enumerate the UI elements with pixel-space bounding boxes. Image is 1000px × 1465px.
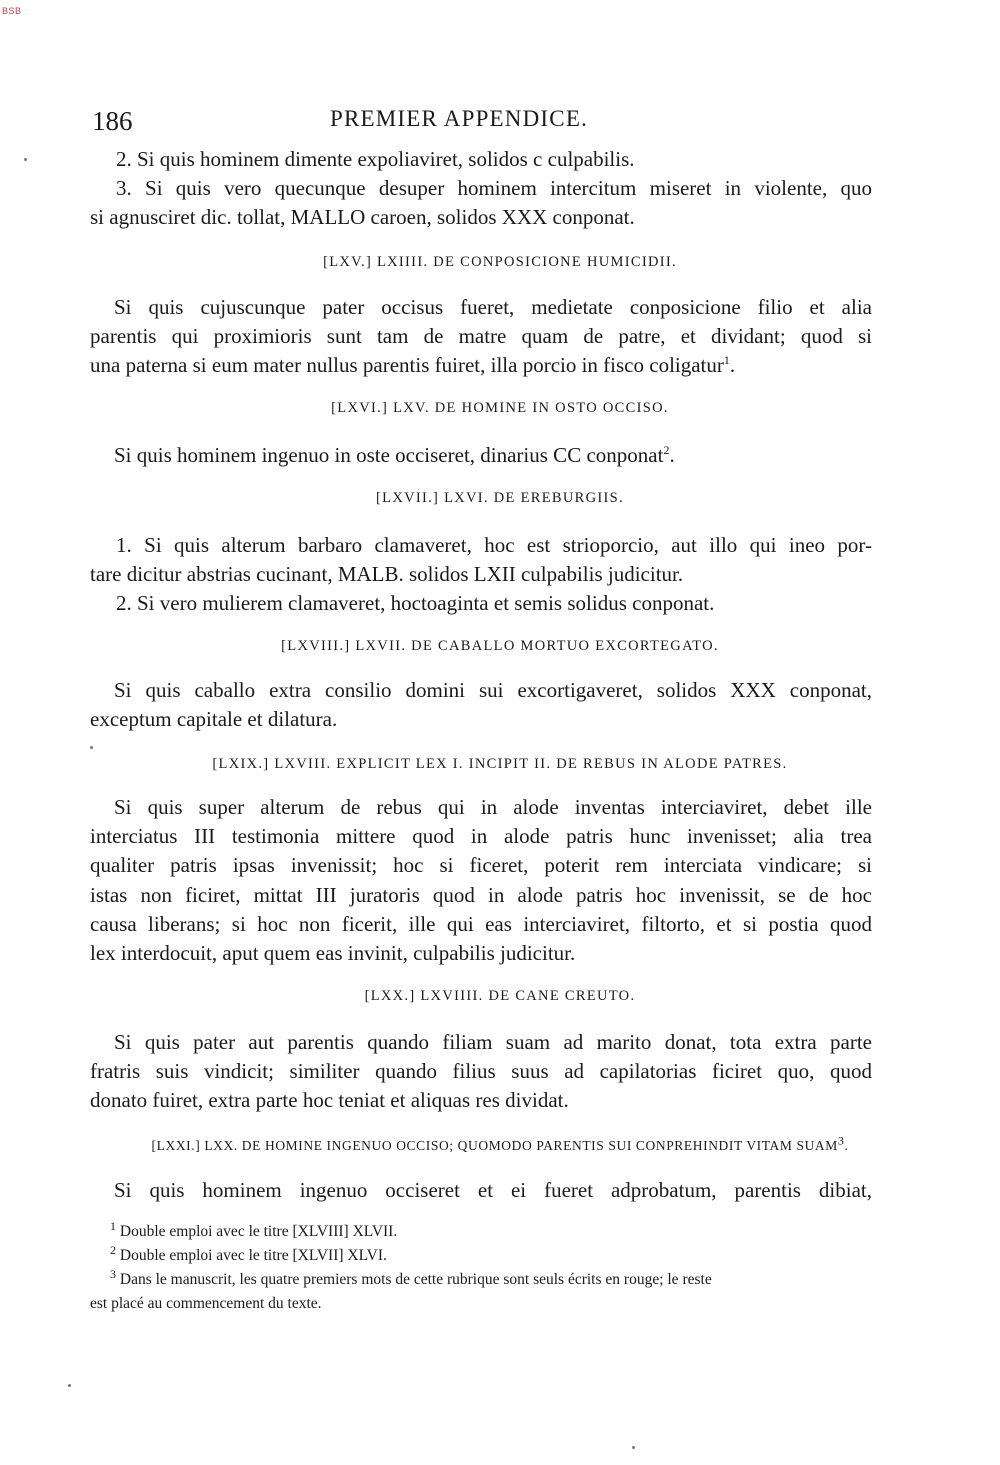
chapter-heading-71: [LXXI.] LXX. DE HOMINE INGENUO OCCISO; QUOMODO PARENTIS SUI CONPREHINDIT VITAM SUAM$^3$. [151, 1133, 849, 1153]
text-line: fratris suis vindicit; similiter quando filius suus ad capilatorias ficiret quo, quod [90, 1059, 872, 1084]
chapter-heading-66: [LXVI.] LXV. DE HOMINE IN OSTO OCCISO. [331, 400, 669, 416]
text-line: istas non ficiret, mittat III juratoris quod in alode patris hoc invenissit, se de hoc [90, 882, 872, 907]
text-line: si agnusciret dic. tollat, MALLO caroen, solidos XXX conponat. [90, 205, 635, 230]
chapter-heading-70: [LXX.] LXVIIII. DE CANE CREUTO. [364, 988, 636, 1004]
footnote-mark: 2 [110, 1242, 116, 1257]
page-number: 186 [92, 106, 133, 136]
chapter-paragraph-70 [90, 1028, 872, 1116]
chapter-paragraph-65 [90, 293, 872, 381]
footnotes [90, 1220, 880, 1316]
text-line: Si quis pater aut parentis quando filiam suam ad marito donat, tota extra parte [114, 1030, 872, 1054]
text-line: parentis qui proximioris sunt tam de matre quam de patre, et dividant; quod si [90, 324, 872, 349]
footnote-mark: 1 [110, 1218, 116, 1233]
chapter-continuation [90, 145, 872, 233]
chapter-heading-68: [LXVIII.] LXVII. DE CABALLO MORTUO EXCORTEGATO. [281, 638, 719, 654]
footnote-text: Double emploi avec le titre [XLVII] XLVI. [119, 1247, 387, 1264]
text-line: lex interdocuit, aput quem eas invinit, culpabilis judicitur. [90, 941, 576, 966]
chapter-paragraph-71 [90, 1176, 872, 1205]
chapter-heading-67: [LXVII.] LXVI. DE EREBURGIIS. [376, 490, 624, 506]
text-line: Si quis hominem ingenuo in oste occiseret, dinarius CC conponat$^2$. [114, 443, 675, 467]
text-line: 3. Si quis vero quecunque desuper hominem intercitum miseret in violente, quo [116, 176, 872, 201]
text-line-content: una paterna si eum mater nullus parentis fuiret, illa porcio in fisco coligatur [90, 353, 724, 378]
footnote-text: Double emploi avec le titre [XLVIII] XLVII. [119, 1223, 398, 1240]
scan-speck [68, 1384, 71, 1387]
text-line: tare dicitur abstrias cucinant, MALB. solidos LXII culpabilis judicitur. [90, 562, 684, 587]
text-line-content: Si quis hominem ingenuo in oste occiseret, dinarius CC conponat [114, 443, 664, 467]
footnote-ref: 2 [663, 443, 670, 457]
text-line: Si quis hominem ingenuo occiseret et ei fueret adprobatum, parentis dibiat, [114, 1178, 872, 1202]
text-line: 1. Si quis alterum barbaro clamaveret, hoc est strioporcio, aut illo qui ineo por- [116, 533, 872, 557]
text-line: donato fuiret, extra parte hoc teniat et aliquas res dividat. [90, 1088, 569, 1113]
library-watermark: BSB [2, 6, 22, 16]
text-line: Si quis cujuscunque pater occisus fueret, medietate conposicione filio et alia [114, 295, 872, 319]
scan-speck [632, 1446, 635, 1449]
text-line: causa liberans; si hoc non ficerit, ille qui eas interciaviret, filtorto, et si postia quod [90, 911, 872, 936]
scan-speck [90, 746, 93, 749]
footnote-3-continued: est placé au commencement du texte. [90, 1295, 322, 1312]
text-line: 2. Si quis hominem dimente expoliaviret, solidos c culpabilis. [116, 147, 635, 171]
footnote-3 [90, 1268, 880, 1292]
text-line: interciatus III testimonia mittere quod in alode patris hunc invenisset; alia trea [90, 824, 872, 849]
chapter-heading-65: [LXV.] LXIIII. DE CONPOSICIONE HUMICIDII. [323, 254, 677, 270]
scan-speck [24, 158, 27, 161]
text-line: una paterna si eum mater nullus parentis fuiret, illa porcio in fisco coligatur$^1$. [90, 353, 736, 378]
footnote-ref: 1 [723, 353, 730, 368]
text-line: Si quis super alterum de rebus qui in alode inventas interciaviret, debet ille [114, 795, 872, 819]
chapter-paragraph-67 [90, 531, 872, 619]
footnote-2 [90, 1244, 880, 1268]
chapter-paragraph-68 [90, 676, 872, 734]
footnote-ref: 3 [837, 1133, 845, 1148]
text-line: qualiter patris ipsas invenissit; hoc si ficeret, poterit rem interciata vindicare; si [90, 853, 872, 878]
running-title: PREMIER APPENDICE. [330, 106, 589, 131]
text-line: 2. Si vero mulierem clamaveret, hoctoaginta et semis solidus conponat. [116, 591, 715, 616]
footnote-mark: 3 [110, 1266, 116, 1281]
text-line: Si quis caballo extra consilio domini sui excortigaveret, solidos XXX conponat, [114, 678, 872, 702]
chapter-heading-69: [LXIX.] LXVIII. EXPLICIT LEX I. INCIPIT II. DE REBUS IN ALODE PATRES. [212, 756, 788, 772]
text-line: exceptum capitale et dilatura. [90, 707, 338, 732]
chapter-paragraph-66 [90, 441, 872, 470]
footnote-1 [90, 1220, 880, 1244]
footnote-text: Dans le manuscrit, les quatre premiers mots de cette rubrique sont seuls écrits en rouge; le reste [119, 1271, 712, 1288]
heading-text: [LXXI.] LXX. DE HOMINE INGENUO OCCISO; QUOMODO PARENTIS SUI CONPREHINDIT VITAM SUAM [151, 1138, 838, 1153]
chapter-paragraph-69 [90, 793, 872, 968]
